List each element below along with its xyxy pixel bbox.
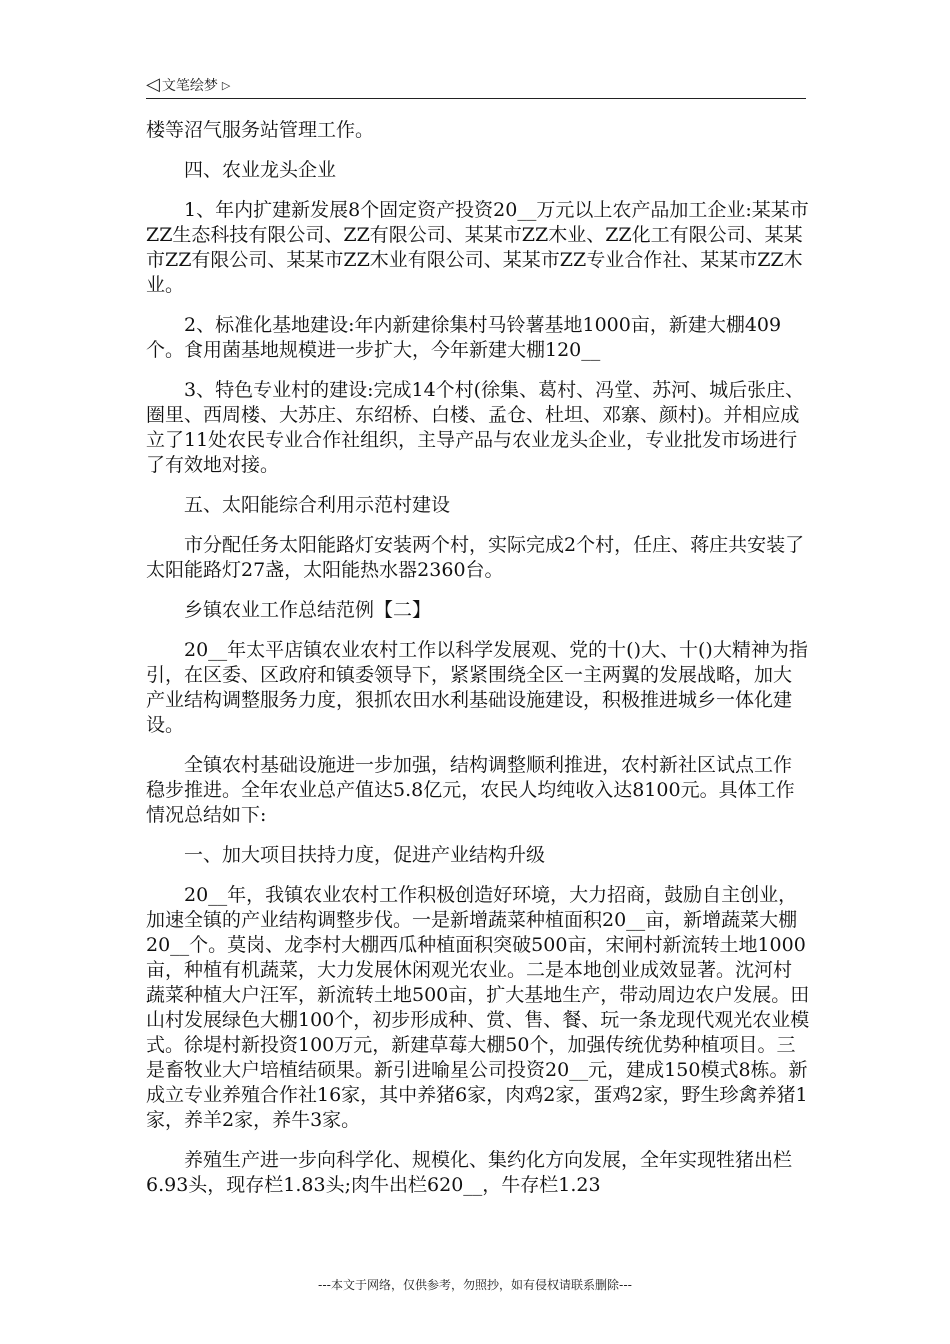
paragraph: 养殖生产进一步向科学化、规模化、集约化方向发展，全年实现牲猪出栏6.93头，现存栏1.83头;肉牛出栏620__，牛存栏1.23 — [146, 1149, 793, 1196]
page-header — [146, 72, 806, 99]
section-heading: 乡镇农业工作总结范例【二】 — [184, 599, 432, 621]
paragraph: 市分配任务太阳能路灯安装两个村，实际完成2个村，任庄、蒋庄共安装了太阳能路灯27盏，太阳能热水器2360台。 — [146, 534, 805, 581]
page-footer: ---本文于网络，仅供参考，勿照抄，如有侵权请联系删除--- — [318, 1278, 632, 1292]
left-triangle-icon: ◁ — [146, 74, 160, 95]
paragraph: 楼等沼气服务站管理工作。 — [146, 119, 375, 141]
header-title: 文笔绘梦 — [161, 78, 218, 94]
document-body — [146, 118, 810, 1198]
section-heading: 四、农业龙头企业 — [184, 159, 337, 181]
section-heading: 五、太阳能综合利用示范村建设 — [184, 494, 451, 516]
section-heading: 一、加大项目扶持力度，促进产业结构升级 — [184, 844, 546, 866]
paragraph: 1、年内扩建新发展8个固定资产投资20__万元以上农产品加工企业:某某市ZZ生态科技有限公司、ZZ有限公司、某某市ZZ木业、ZZ化工有限公司、某某市ZZ有限公司、某某市ZZ木业有限公司、某某市ZZ专业合作社、某某市ZZ木业。 — [146, 199, 809, 296]
right-triangle-icon: ▷ — [221, 78, 231, 92]
paragraph: 20__年，我镇农业农村工作积极创造好环境，大力招商，鼓励自主创业，加速全镇的产业结构调整步伐。一是新增蔬菜种植面积20__亩，新增蔬菜大棚20__个。莫岗、龙李村大棚西瓜种植面积突破500亩，宋闸村新流转土地1000亩，种植有机蔬菜，大力发展休闲观光农业。二是本地创业成效显著。沈河村蔬菜种植大户汪军，新流转土地500亩，扩大基地生产，带动周边农户发展。田山村发展绿色大棚100个，初步形成种、赏、售、餐、玩一条龙现代观光农业模式。徐堤村新投资100万元，新建草莓大棚50个，加强传统优势种植项目。三是畜牧业大户培植结硕果。新引进喻星公司投资20__元，建成150模式8栋。新成立专业养殖合作社16家，其中养猪6家，肉鸡2家，蛋鸡2家，野生珍禽养猪1家，养羊2家，养牛3家。 — [146, 884, 810, 1131]
paragraph: 全镇农村基础设施进一步加强，结构调整顺利推进，农村新社区试点工作稳步推进。全年农业总产值达5.8亿元，农民人均纯收入达8100元。具体工作情况总结如下: — [146, 754, 795, 826]
paragraph: 3、特色专业村的建设:完成14个村(徐集、葛村、冯堂、苏河、城后张庄、圈里、西周楼、大苏庄、东绍桥、白楼、孟仓、杜坦、邓寨、颜村)。并相应成立了11处农民专业合作社组织，主导产品与农业龙头企业，专业批发市场进行了有效地对接。 — [146, 379, 805, 476]
paragraph: 2、标准化基地建设:年内新建徐集村马铃薯基地1000亩，新建大棚409个。食用菌基地规模进一步扩大，今年新建大棚120__ — [146, 314, 782, 361]
paragraph: 20__年太平店镇农业农村工作以科学发展观、党的十()大、十()大精神为指引，在区委、区政府和镇委领导下，紧紧围绕全区一主两翼的发展战略，加大产业结构调整服务力度，狠抓农田水利基础设施建设，积极推进城乡一体化建设。 — [146, 639, 808, 736]
